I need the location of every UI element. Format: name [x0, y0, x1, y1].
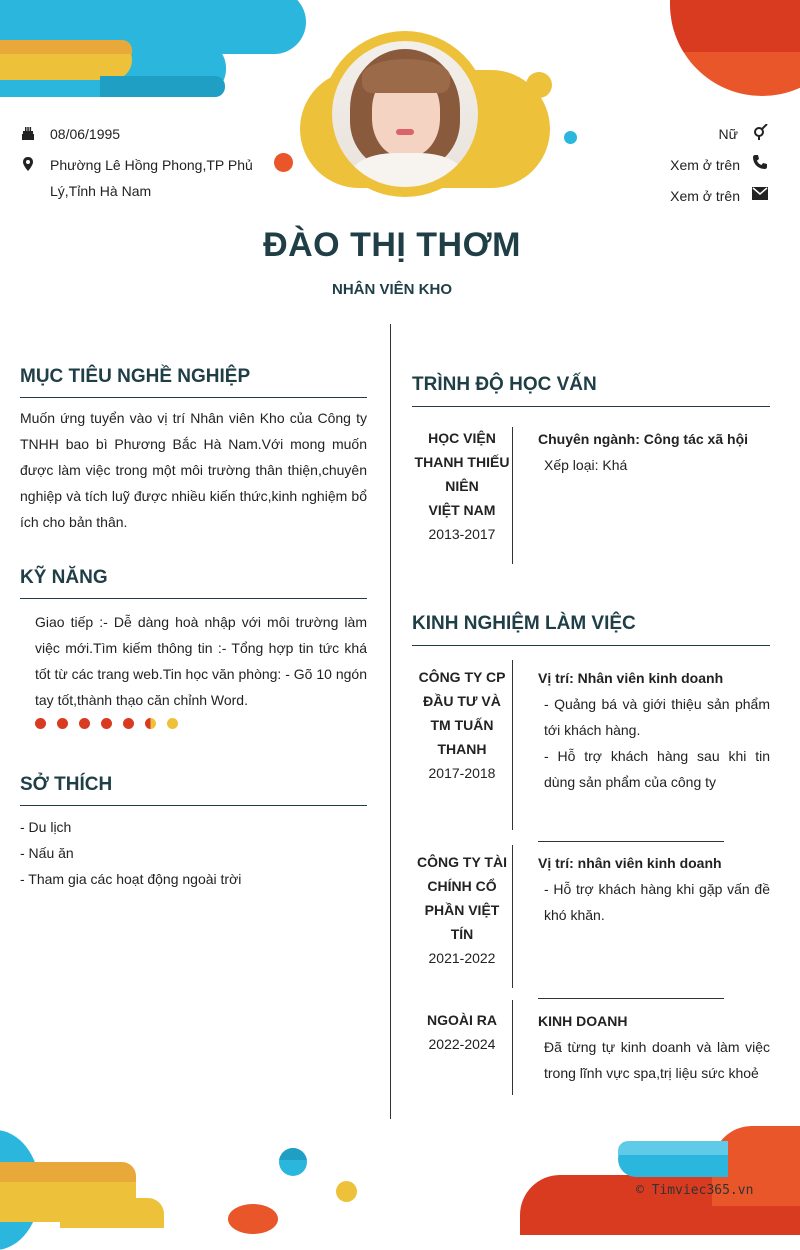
- hobby-item: - Tham gia các hoạt động ngoài trời: [20, 871, 242, 887]
- company-line: TÍN: [450, 926, 474, 942]
- job-years: 2017-2018: [428, 765, 496, 781]
- job-desc: - Quảng bá và giới thiệu sản phẩm tới khách hàng.: [544, 696, 770, 738]
- decor-blob-yellow-top-left-2: [0, 40, 132, 54]
- job-desc: - Hỗ trợ khách hàng sau khi tin dùng sản phẩm của công ty: [544, 748, 770, 790]
- job-title: NHÂN VIÊN KHO: [331, 281, 452, 298]
- rating-dot: [35, 718, 46, 729]
- address-line-1: Phường Lê Hồng Phong,TP Phủ: [50, 157, 253, 173]
- dob-text: 08/06/1995: [50, 126, 121, 142]
- job-position: Vị trí: nhân viên kinh doanh: [538, 855, 722, 871]
- hobby-item: - Du lịch: [20, 819, 72, 835]
- hobbies-title: SỞ THÍCH: [20, 774, 113, 795]
- education-grade: Xếp loại: Khá: [544, 457, 628, 473]
- company-line: TM TUẤN: [430, 717, 494, 733]
- rating-dot: [145, 718, 156, 729]
- job-desc: - Hỗ trợ khách hàng khi gặp vấn đề khó khăn.: [544, 881, 770, 923]
- job-desc: Đã từng tự kinh doanh và làm việc trong lĩnh vực spa,trị liệu sức khoẻ: [544, 1039, 770, 1081]
- birthday-cake-icon: [20, 125, 36, 141]
- job-company: [412, 665, 512, 761]
- company-line: CHÍNH CỔ: [427, 878, 497, 894]
- experience-title: KINH NGHIỆM LÀM VIỆC: [412, 613, 636, 634]
- skills-text: Giao tiếp :- Dễ dàng hoà nhập với môi trường làm việc mới.Tìm kiếm thông tin :- Tổng hợp tin tức khá tốt từ các trang web.Tin học văn phòng: - Gõ 10 ngón tay tốt,thành thạo căn chỉnh Word.: [35, 614, 367, 708]
- job-timeline-line: [512, 660, 513, 830]
- location-pin-icon: [20, 156, 36, 172]
- school-line: HỌC VIỆN: [428, 430, 496, 446]
- address-line-2: Lý,Tỉnh Hà Nam: [50, 183, 152, 199]
- hobbies-rule: [20, 805, 367, 806]
- column-divider: [390, 324, 391, 1119]
- objective-title: MỤC TIÊU NGHỀ NGHIỆP: [20, 366, 251, 387]
- decor-dot-blue-bottom: [279, 1148, 307, 1176]
- email-text: Xem ở trên: [670, 188, 740, 204]
- company-line: NGOÀI RA: [427, 1012, 497, 1028]
- candidate-name: ĐÀO THỊ THƠM: [263, 226, 521, 264]
- job-timeline-line: [512, 845, 513, 988]
- school-line: THANH THIẾU: [414, 454, 510, 470]
- job-company: [412, 1008, 512, 1032]
- envelope-icon: [752, 187, 768, 200]
- objective-rule: [20, 397, 367, 398]
- decor-dot-yellow: [526, 72, 552, 98]
- education-title: TRÌNH ĐỘ HỌC VẤN: [412, 374, 597, 395]
- email-row: [600, 183, 740, 209]
- company-line: THANH: [437, 741, 487, 757]
- decor-circle-orange-top-right: [670, 0, 800, 96]
- education-rule: [412, 406, 770, 407]
- company-line: CÔNG TY TÀI: [417, 854, 507, 870]
- decor-circle-orange-bottom: [228, 1204, 278, 1234]
- education-school: [412, 426, 512, 522]
- education-years: 2013-2017: [428, 526, 496, 542]
- school-line: NIÊN: [445, 478, 479, 494]
- job-years: 2022-2024: [428, 1036, 496, 1052]
- decor-dot-yellow-bottom: [336, 1181, 357, 1202]
- education-timeline-line: [512, 427, 513, 564]
- objective-text: Muốn ứng tuyển vào vị trí Nhân viên Kho của Công ty TNHH bao bì Phương Bắc Hà Nam.Với mong muốn được làm việc trong một môi trường thân thiện,chuyên nghiệp và tích luỹ được nhiều kiến thức,kinh nghiệm bổ ích cho bản thân.: [20, 410, 367, 530]
- rating-dot: [123, 718, 134, 729]
- education-major: Chuyên ngành: Công tác xã hội: [538, 431, 749, 447]
- decor-blob-blue-bottom-right-2: [618, 1141, 728, 1155]
- experience-rule: [412, 645, 770, 646]
- decor-blob-yellow-bottom-left-3: [60, 1198, 164, 1228]
- phone-icon: [752, 154, 768, 170]
- watermark: © Timviec365.vn: [636, 1183, 754, 1198]
- job-position: KINH DOANH: [538, 1013, 628, 1029]
- company-line: PHẦN VIỆT: [424, 902, 500, 918]
- rating-dot: [167, 718, 178, 729]
- hobby-item: - Nấu ăn: [20, 845, 74, 861]
- job-separator: [538, 841, 724, 842]
- company-line: CÔNG TY CP: [418, 669, 506, 685]
- gender-icon: [752, 124, 768, 140]
- avatar-photo: [332, 41, 478, 187]
- school-line: VIỆT NAM: [428, 502, 496, 518]
- company-line: ĐẦU TƯ VÀ: [423, 693, 501, 709]
- job-position: Vị trí: Nhân viên kinh doanh: [538, 670, 724, 686]
- skills-rule: [20, 598, 367, 599]
- phone-row: [600, 152, 740, 178]
- rating-dot: [101, 718, 112, 729]
- job-separator: [538, 998, 724, 999]
- skills-title: KỸ NĂNG: [20, 567, 108, 588]
- rating-dot: [79, 718, 90, 729]
- job-company: [412, 850, 512, 946]
- gender-text: Nữ: [718, 126, 738, 142]
- avatar: [322, 31, 488, 197]
- decor-dot-blue: [564, 131, 577, 144]
- decor-blob-blue-top-left-3: [100, 76, 225, 97]
- rating-dot: [57, 718, 68, 729]
- decor-blob-yellow-bottom-left-2: [0, 1162, 136, 1182]
- decor-dot-orange: [274, 153, 293, 172]
- job-timeline-line: [512, 1000, 513, 1095]
- gender-row: [600, 121, 740, 147]
- phone-text: Xem ở trên: [670, 157, 740, 173]
- job-years: 2021-2022: [428, 950, 496, 966]
